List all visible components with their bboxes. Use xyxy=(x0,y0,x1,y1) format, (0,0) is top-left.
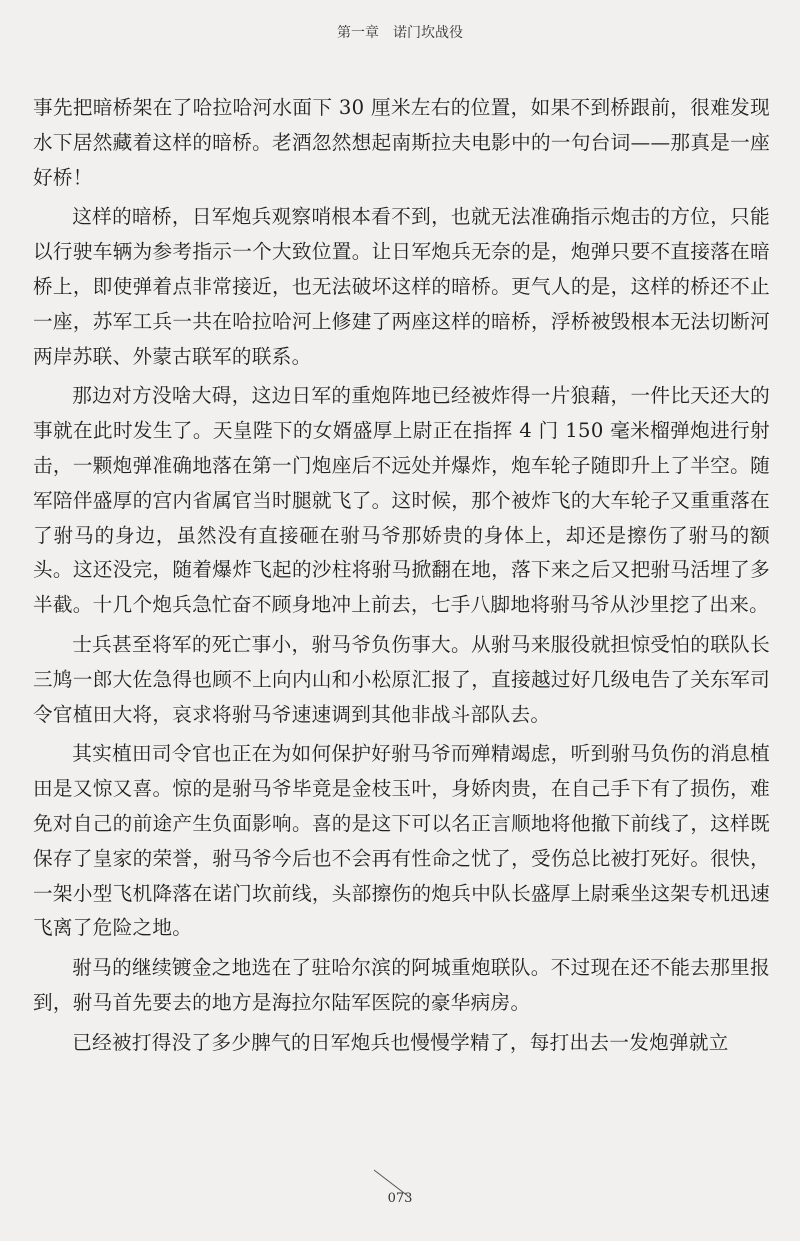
paragraph: 已经被打得没了多少脾气的日军炮兵也慢慢学精了，每打出去一发炮弹就立 xyxy=(72,1030,729,1054)
paragraph: 那边对方没啥大碍，这边日军的重炮阵地已经被炸得一片狼藉，一件比天还大的事就在此时发生了。天皇陛下的女婿盛厚上尉正在指挥 4 门 150 毫米榴弹炮进行射击，一颗炮弹准确地落在第一门炮座后不远处并爆炸，炮车轮子随即升上了半空。随军陪伴盛厚的宫内省属官当时腿就飞了。这时候，那个被炸飞的大车轮子又重重落在了驸马的身边，虽然没有直接砸在驸马爷那娇贵的身体上，却还是擦伤了驸马的额头。这还没完，随着爆炸飞起的沙柱将驸马掀翻在地，落下来之后又把驸马活埋了多半截。十几个炮兵急忙奋不顾身地冲上前去，七手八脚地将驸马爷从沙里挖了出来。 xyxy=(33,384,770,617)
body-text xyxy=(33,91,770,1061)
paragraph: 驸马的继续镀金之地选在了驻哈尔滨的阿城重炮联队。不过现在还不能去那里报到，驸马首先要去的地方是海拉尔陆军医院的豪华病房。 xyxy=(33,956,770,1014)
paragraph: 事先把暗桥架在了哈拉哈河水面下 30 厘米左右的位置，如果不到桥跟前，很难发现水下居然藏着这样的暗桥。老酒忽然想起南斯拉夫电影中的一句台词——那真是一座好桥！ xyxy=(33,96,770,189)
running-header: 第一章 诺门坎战役 xyxy=(337,25,463,41)
paragraph: 其实植田司令官也正在为如何保护好驸马爷而殚精竭虑，听到驸马负伤的消息植田是又惊又喜。惊的是驸马爷毕竟是金枝玉叶，身娇肉贵，在自己手下有了损伤，难免对自己的前途产生负面影响。喜的是这下可以名正言顺地将他撤下前线了，这样既保存了皇家的荣誉，驸马爷今后也不会再有性命之忧了，受伤总比被打死好。很快，一架小型飞机降落在诺门坎前线，头部擦伤的炮兵中队长盛厚上尉乘坐这架专机迅速飞离了危险之地。 xyxy=(33,742,770,940)
paragraph: 士兵甚至将军的死亡事小，驸马爷负伤事大。从驸马来服役就担惊受怕的联队长三鸠一郎大佐急得也顾不上向内山和小松原汇报了，直接越过好几级电告了关东军司令官植田大将，哀求将驸马爷速速调到其他非战斗部队去。 xyxy=(33,632,770,726)
paragraph: 这样的暗桥，日军炮兵观察哨根本看不到，也就无法准确指示炮击的方位，只能以行驶车辆为参考指示一个大致位置。让日军炮兵无奈的是，炮弹只要不直接落在暗桥上，即使弹着点非常接近，也无法破坏这样的暗桥。更气人的是，这样的桥还不止一座，苏军工兵一共在哈拉哈河上修建了两座这样的暗桥，浮桥被毁根本无法切断河两岸苏联、外蒙古联军的联系。 xyxy=(33,205,770,368)
page-number: 073 xyxy=(387,1191,413,1206)
